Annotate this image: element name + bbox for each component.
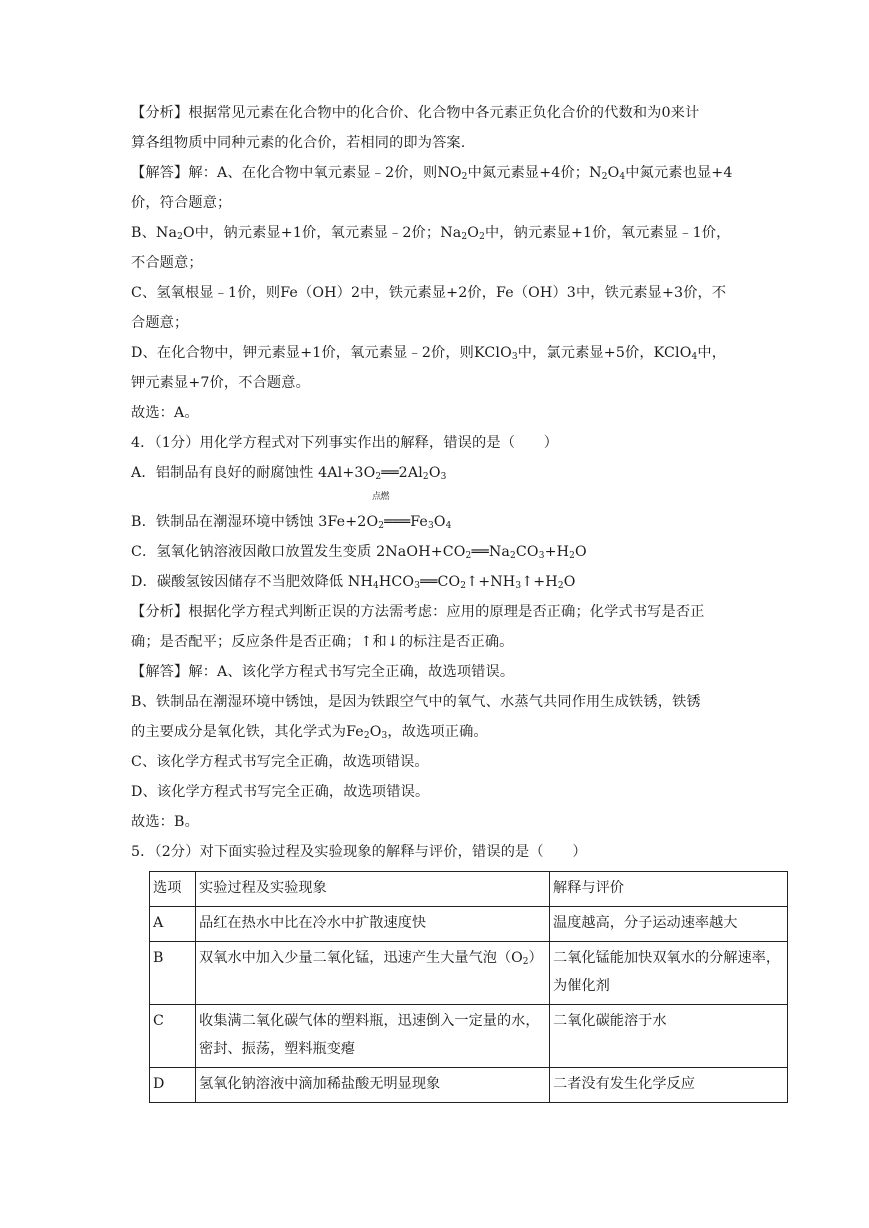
q4-answer-a: 【解答】解：A、该化学方程式书写完全正确，故选项错误。 [131, 664, 515, 680]
table-row [150, 907, 788, 942]
table-cell-option: A [150, 907, 196, 942]
q3-answer-c-line-1: C、氢氧根显﹣1价，则Fe（OH）2中，铁元素显+2价，Fe（OH）3中，铁元素显+3价，不 [131, 285, 727, 301]
q4-option-a: A．铝制品有良好的耐腐蚀性 $4Al+3O_2══2Al_2O_3$ [131, 465, 447, 482]
q3-answer-b-line-2: 不合题意； [131, 255, 203, 271]
q3-answer-b-line-1: B、$Na_2O$中，钠元素显+1价，氧元素显﹣2价；$Na_2O_2$中，钠元素显+1价，氧元素显﹣1价， [131, 225, 731, 242]
table-cell-evaluation: 二氧化锰能加快双氧水的分解速率，为催化剂 [550, 942, 788, 1005]
table-row [150, 942, 788, 1005]
table-cell-evaluation: 二者没有发生化学反应 [550, 1068, 788, 1103]
q4-choice: 故选：B。 [131, 814, 199, 830]
table-cell-process: 品红在热水中比在冷水中扩散速度快 [196, 907, 550, 942]
q4-answer-b-line-1: B、铁制品在潮湿环境中锈蚀，是因为铁跟空气中的氧气、水蒸气共同作用生成铁锈，铁锈 [131, 694, 701, 710]
q4-answer-d: D、该化学方程式书写完全正确，故选项错误。 [131, 784, 430, 800]
q3-answer-c-line-2: 合题意； [131, 315, 189, 331]
table-row [150, 1068, 788, 1103]
table-header-cell: 解释与评价 [550, 872, 788, 907]
q3-analysis-line-1: 【分析】根据常见元素在化合物中的化合价、化合物中各元素正负化合价的代数和为0来计 [131, 105, 700, 121]
q4-answer-b-line-2: 的主要成分是氧化铁，其化学式为$Fe_2O_3$，故选项正确。 [131, 724, 488, 741]
table-cell-option: D [150, 1068, 196, 1103]
q3-answer-d-line-1: D、在化合物中，钾元素显+1价，氧元素显﹣2价，则KClO$_3$中，氯元素显+5价，KClO$_4$中， [131, 345, 727, 362]
q5-stem: 5．（2分）对下面实验过程及实验现象的解释与评价，错误的是（ ） [131, 844, 587, 860]
q3-answer-a-line-1: 【解答】解：A、在化合物中氧元素显﹣2价，则$NO_2$中氮元素显+4价；$N_2O_4$中氮元素也显+4 [131, 165, 733, 182]
table-header-cell: 选项 [150, 872, 196, 907]
q3-answer-a-line-2: 价，符合题意； [131, 195, 232, 211]
q5-table [149, 871, 788, 1103]
table-cell-process: 双氧水中加入少量二氧化锰，迅速产生大量气泡$(O_2)$ [196, 942, 550, 1005]
q4-option-b: B．铁制品在潮湿环境中锈蚀 $3Fe+2O_2═══Fe_3O_4$ [131, 514, 452, 531]
table-cell-process: 收集满二氧化碳气体的塑料瓶，迅速倒入一定量的水，密封、振荡，塑料瓶变瘪 [196, 1005, 550, 1068]
q4-option-d: D．碳酸氢铵因储存不当肥效降低 $NH_4HCO_3══CO_2↑+NH_3↑+H_2O$ [131, 574, 576, 591]
q4-stem: 4．（1分）用化学方程式对下列事实作出的解释，错误的是（ ） [131, 435, 559, 451]
q4-answer-c: C、该化学方程式书写完全正确，故选项错误。 [131, 754, 429, 770]
q4-option-b-condition: 点燃 [372, 492, 390, 502]
q4-analysis-line-2: 确；是否配平；反应条件是否正确；↑和↓的标注是否正确。 [131, 634, 514, 650]
q3-answer-d-line-2: 钾元素显+7价，不合题意。 [131, 375, 310, 391]
q4-option-c: C．氢氧化钠溶液因敞口放置发生变质 $2NaOH+CO_2══Na_2CO_3+H_2O$ [131, 544, 587, 561]
table-row [150, 1005, 788, 1068]
q3-choice: 故选：A。 [131, 405, 199, 421]
q4-analysis-line-1: 【分析】根据化学方程式判断正误的方法需考虑：应用的原理是否正确；化学式书写是否正 [131, 604, 705, 620]
table-header-cell: 实验过程及实验现象 [196, 872, 550, 907]
table-cell-evaluation: 二氧化碳能溶于水 [550, 1005, 788, 1068]
table-cell-option: B [150, 942, 196, 1005]
q3-analysis-line-2: 算各组物质中同种元素的化合价，若相同的即为答案. [131, 135, 466, 151]
table-cell-process: 氢氧化钠溶液中滴加稀盐酸无明显现象 [196, 1068, 550, 1103]
table-cell-evaluation: 温度越高，分子运动速率越大 [550, 907, 788, 942]
table-cell-option: C [150, 1005, 196, 1068]
table-header-row [150, 872, 788, 907]
